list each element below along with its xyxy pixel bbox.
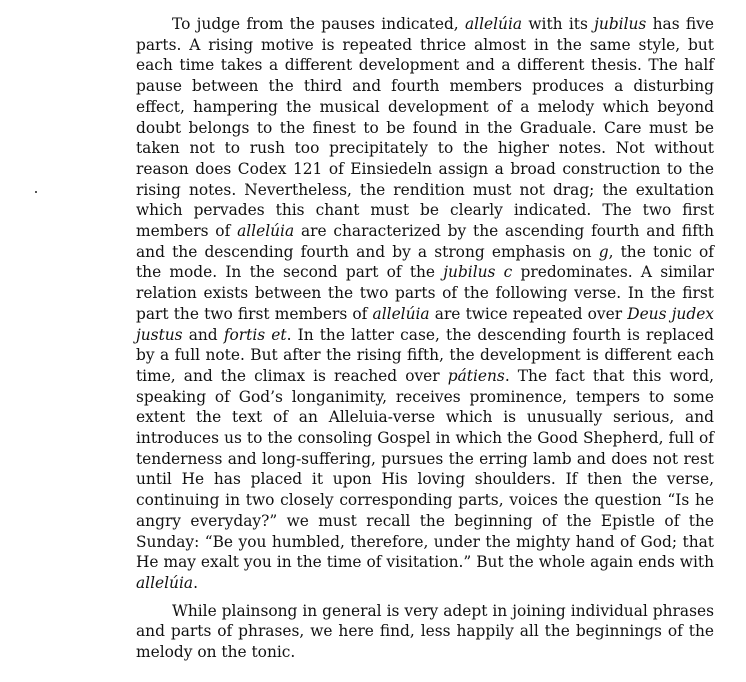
paragraph-2 [136,601,714,663]
text-run-italic: allelúia [465,15,523,33]
paragraph-1 [136,14,714,594]
text-run-italic: Deus judex justus [136,304,714,344]
text-run-italic: g [598,242,609,261]
text-run-italic: jubilus c [443,263,513,282]
text-run: are characterized by the ascending fourth and fifth and the descending fourth and by a strong emphasis on [136,222,714,261]
text-run-italic: allelúia [372,304,430,323]
text-run-italic: pátiens [447,366,505,385]
text-run: with its [522,15,595,33]
stray-mark [35,191,37,193]
text-run: While plainsong in general is very adept in joining individual phrases and parts of phrases, we here find, less happily all the beginnings of the melody on the tonic. [136,601,714,662]
text-run: are twice repeated over [429,304,628,323]
text-run: To judge from the pauses indicated, [172,15,465,33]
text-run: has five parts. A rising motive is repeated thrice almost in the same style, but each time takes a different development and a different thesis. The half pause between the third and fourth members produces a disturbing effect, hampering the musical development of a melody which beyond doubt belongs to the finest to be found in the Graduale. Care must be taken not to rush too precipitately to the higher notes. Not without reason does Codex 121 of Einsiedeln assign a broad construction to the rising notes. Nevertheless, the rendition must not drag; the exultation which pervades this chant must be clearly indicated. The two first members of [136,15,714,241]
text-run: , the tonic of the mode. In the second part of the [136,242,714,282]
text-run: . [193,573,198,592]
text-run: and [182,325,224,344]
text-run: . In the latter case, the descending fourth is replaced by a full note. But after the rising fifth, the development is different each time, and the climax is reached over [136,325,714,385]
text-run: predominates. A similar relation exists between the two parts of the following verse. In the first part the two first members of [136,263,714,323]
text-run-italic: jubilus [594,15,647,33]
text-run-italic: allelúia [237,222,295,241]
text-run-italic: allelúia [136,573,194,592]
text-run-italic: fortis et [223,325,287,344]
text-run: . The fact that this word, speaking of God’s longanimity, receives prominence, tempers to some extent the text of an Alleluia-verse which is unusually serious, and introduces us to the consoling Gospel in which the Good Shepherd, full of tenderness and long-suffering, pursues the erring lamb and does not rest until He has placed it upon His loving shoulders. If then the verse, continuing in two closely corresponding parts, voices the question “Is he angry everyday?” we must recall the beginning of the Epistle of the Sunday: “Be you humbled, therefore, under the mighty hand of God; that He may exalt you in the time of visitation.” But the whole again ends with [136,366,715,572]
document-page [136,14,714,663]
